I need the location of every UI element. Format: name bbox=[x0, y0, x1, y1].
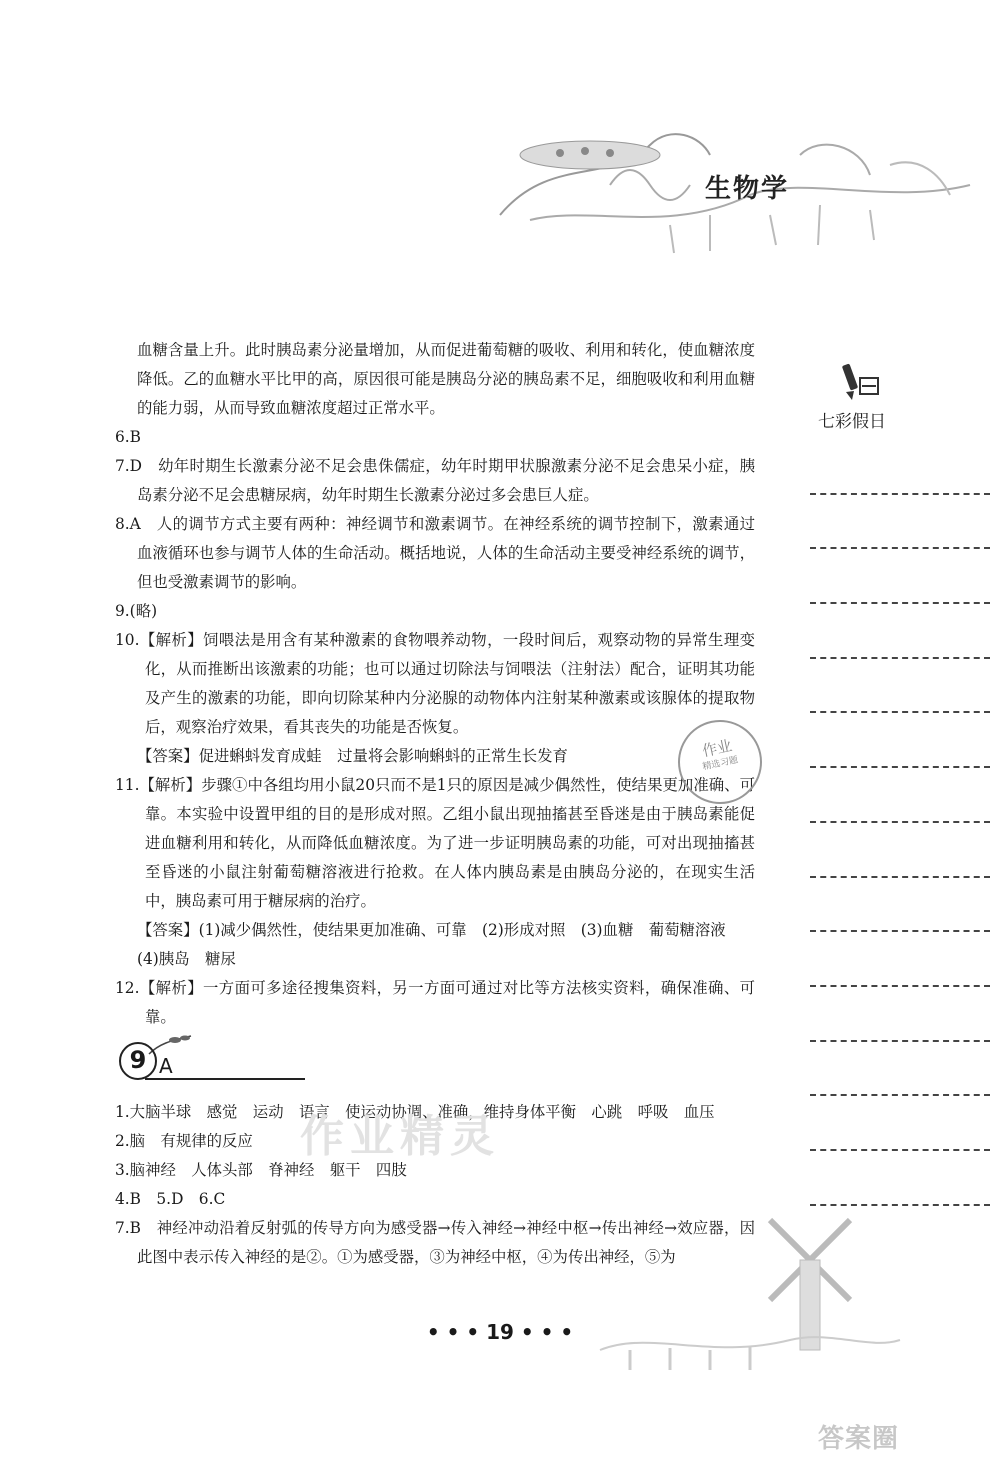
section-underline bbox=[145, 1078, 305, 1080]
answer-item-10-analysis: 10.【解析】饲喂法是用含有某种激素的食物喂养动物，一段时间后，观察动物的异常生理变化，从而推断出该激素的功能；也可以通过切除法与饲喂法（注射法）配合，证明其功能及产生的激素的功能，即向切除某种内分泌腺的动物体内注射某种激素或该腺体的提取物后，观察治疗效果，看其丧失的功能是否恢复。 bbox=[115, 631, 755, 736]
note-line bbox=[810, 1042, 990, 1097]
answer-item-8: 8.A 人的调节方式主要有两种：神经调节和激素调节。在神经系统的调节控制下，激素通过血液循环也参与调节人体的生命活动。概括地说，人体的生命活动主要受神经系统的调节，但也受激素调节的影响。 bbox=[115, 515, 755, 591]
note-line bbox=[810, 1096, 990, 1151]
answer-continuation: 血糖含量上升。此时胰岛素分泌量增加，从而促进葡萄糖的吸收、利用和转化，使血糖浓度降低。乙的血糖水平比甲的高，原因很可能是胰岛分泌的胰岛素不足，细胞吸收和利用血糖的能力弱，从而导致血糖浓度超过正常水平。 bbox=[137, 341, 755, 417]
note-line bbox=[810, 932, 990, 987]
section-item-3: 3.脑神经 人体头部 脊神经 躯干 四肢 bbox=[115, 1161, 407, 1179]
footer-windmill-decoration bbox=[590, 1200, 910, 1400]
note-line bbox=[810, 768, 990, 823]
note-lines bbox=[810, 440, 990, 1206]
watermark-text: 作业精灵 bbox=[300, 1111, 500, 1162]
section-item-2: 2.脑 有规律的反应 bbox=[115, 1132, 253, 1150]
section-item-7: 7.B 神经冲动沿着反射弧的传导方向为感受器→传入神经→神经中枢→传出神经→效应器，因此图中表示传入神经的是②。①为感受器，③为神经中枢，④为传出神经，⑤为 bbox=[115, 1219, 755, 1266]
note-line bbox=[810, 495, 990, 550]
answer-item-11-analysis: 11.【解析】步骤①中各组均用小鼠20只而不是1只的原因是减少偶然性，使结果更加准确、可靠。本实验中设置甲组的目的是形成对照。乙组小鼠出现抽搐甚至昏迷是由于胰岛素能促进血糖利用和转化，从而降低血糖浓度。为了进一步证明胰岛素的功能，可对出现抽搐甚至昏迷的小鼠注射葡萄糖溶液进行抢救。在人体内胰岛素是由胰岛分泌的，在现实生活中，胰岛素可用于糖尿病的治疗。 bbox=[115, 776, 755, 910]
answer-item-10-answer: 【答案】促进蝌蚪发育成蛙 过量将会影响蝌蚪的正常生长发育 bbox=[137, 747, 568, 765]
note-line bbox=[810, 713, 990, 768]
answer-item-9: 9.(略) bbox=[115, 602, 158, 620]
footer-brand-watermark: 答案圈 bbox=[818, 1424, 900, 1454]
note-line bbox=[810, 1151, 990, 1206]
stamp-subtext: 精选习题 bbox=[701, 755, 740, 773]
stamp-text: 作业 bbox=[700, 736, 734, 761]
section-number: 9 bbox=[119, 1042, 157, 1080]
note-line bbox=[810, 440, 990, 495]
answer-item-11-answer-cont: (4)胰岛 糖尿 bbox=[137, 950, 236, 968]
answer-item-6: 6.B bbox=[115, 428, 141, 446]
note-line bbox=[810, 549, 990, 604]
subject-title: 生物学 bbox=[705, 174, 790, 204]
note-line bbox=[810, 878, 990, 933]
answer-item-7: 7.D 幼年时期生长激素分泌不足会患侏儒症，幼年时期甲状腺激素分泌不足会患呆小症，胰岛素分泌不足会患糖尿病，幼年时期生长激素分泌过多会患巨人症。 bbox=[115, 457, 755, 504]
answer-item-11-answer: 【答案】(1)减少偶然性，使结果更加准确、可靠 (2)形成对照 (3)血糖 葡萄糖溶液 bbox=[137, 921, 726, 939]
sidebar-label: 七彩假日 bbox=[818, 412, 886, 432]
section-heading bbox=[115, 1036, 755, 1098]
note-line bbox=[810, 659, 990, 714]
section-item-1: 1.大脑半球 感觉 运动 语言 使运动协调、准确，维持身体平衡 心跳 呼吸 血压 bbox=[115, 1103, 715, 1121]
note-line bbox=[810, 987, 990, 1042]
section-item-4: 4.B 5.D 6.C bbox=[115, 1190, 226, 1208]
note-line bbox=[810, 604, 990, 659]
answer-item-12-analysis: 12.【解析】一方面可多途径搜集资料，另一方面可通过对比等方法核实资料，确保准确、可靠。 bbox=[115, 979, 755, 1026]
note-line bbox=[810, 823, 990, 878]
section-letter: A bbox=[159, 1054, 173, 1078]
pen-icon bbox=[838, 360, 888, 404]
page-number: • • • 19 • • • bbox=[426, 1320, 574, 1344]
